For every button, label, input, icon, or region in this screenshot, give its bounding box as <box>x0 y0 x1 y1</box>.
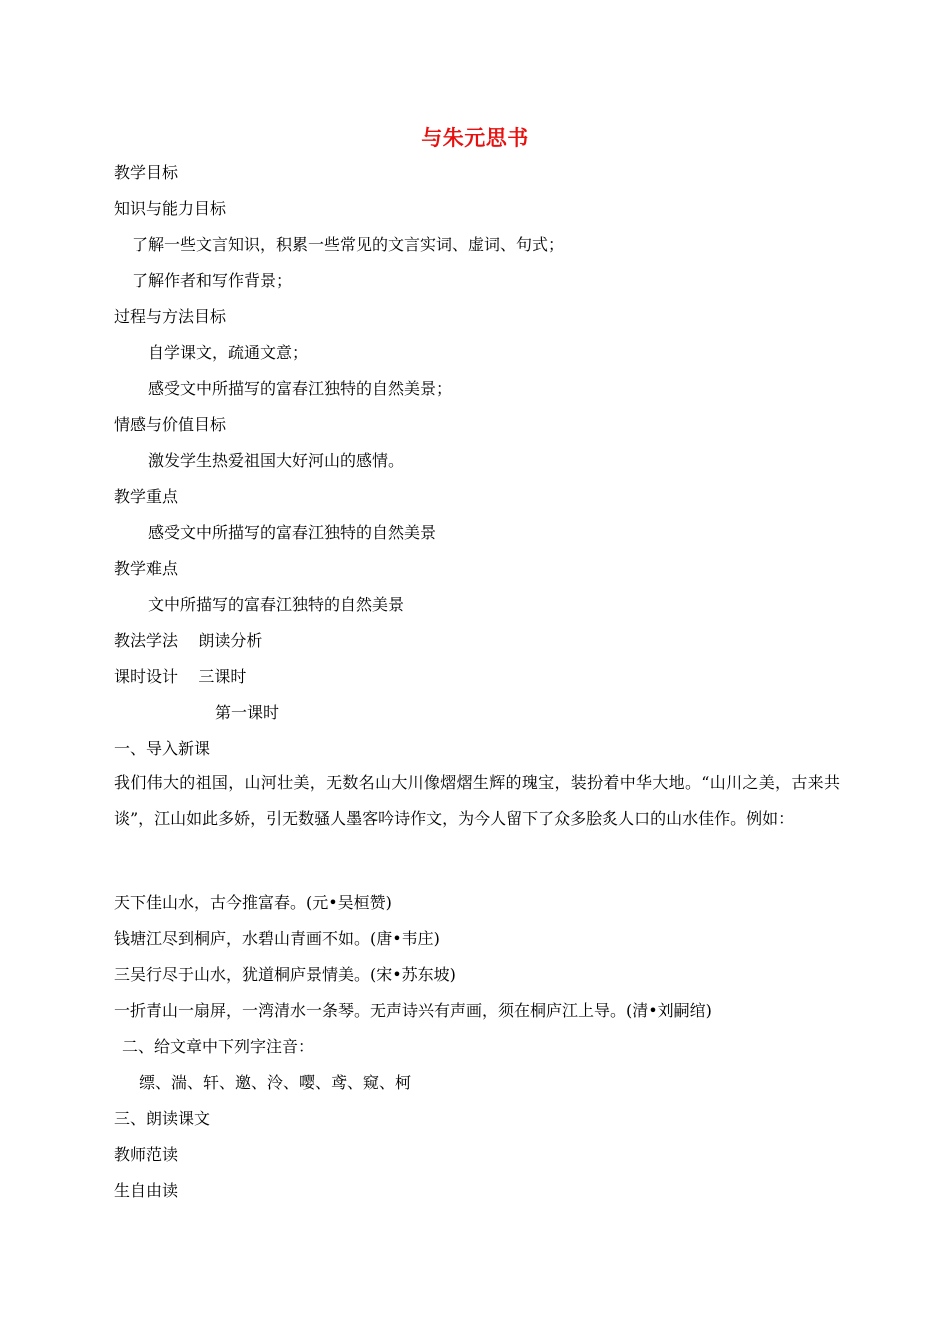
teaching-methods: 教法学法 朗读分析 <box>114 631 263 650</box>
section-heading: 一、导入新课 <box>114 739 211 758</box>
heading-process-goals: 过程与方法目标 <box>114 307 227 326</box>
difficulty-item: 文中所描写的富春江独特的自然美景 <box>148 595 405 614</box>
intro-paragraph: 我们伟大的祖国，山河壮美，无数名山大川像熠熠生辉的瑰宝，装扮着中华大地。“山川之美，古来共谈”，江山如此多娇，引无数骚人墨客吟诗作文，为今人留下了众多脍炙人口的山水佳作。例如： <box>114 773 840 828</box>
goal-item: 自学课文，疏通文意； <box>148 343 309 362</box>
quote-line: 一折青山一扇屏，一湾清水一条琴。无声诗兴有声画，须在桐庐江上导。(清•刘嗣绾) <box>114 1001 712 1020</box>
goal-item: 了解作者和写作背景； <box>132 271 293 290</box>
heading-teaching-goals: 教学目标 <box>114 163 179 182</box>
heading-emotion-goals: 情感与价值目标 <box>114 415 227 434</box>
lesson-design: 课时设计 三课时 <box>114 667 247 686</box>
document-title: 与朱元思书 <box>421 126 529 150</box>
lesson-heading: 第一课时 <box>215 703 280 722</box>
section-heading: 二、给文章中下列字注音： <box>122 1037 315 1056</box>
goal-item: 感受文中所描写的富春江独特的自然美景； <box>148 379 453 398</box>
goal-item: 激发学生热爱祖国大好河山的感情。 <box>148 451 405 470</box>
heading-difficulties: 教学难点 <box>114 559 179 578</box>
heading-knowledge-goals: 知识与能力目标 <box>114 199 227 218</box>
quote-line: 钱塘江尽到桐庐，水碧山青画不如。(唐•韦庄) <box>114 929 440 948</box>
reading-item: 生自由读 <box>114 1181 179 1200</box>
quote-line: 天下佳山水，古今推富春。(元•吴桓赞) <box>114 893 392 912</box>
heading-key-points: 教学重点 <box>114 487 179 506</box>
key-point-item: 感受文中所描写的富春江独特的自然美景 <box>148 523 437 542</box>
quote-line: 三吴行尽于山水，犹道桐庐景情美。(宋•苏东坡) <box>114 965 456 984</box>
reading-item: 教师范读 <box>114 1145 179 1164</box>
goal-item: 了解一些文言知识，积累一些常见的文言实词、虚词、句式； <box>132 235 565 254</box>
pronunciation-characters: 缥、湍、轩、邀、泠、嘤、鸢、窥、柯 <box>139 1073 412 1092</box>
section-heading: 三、朗读课文 <box>114 1109 211 1128</box>
